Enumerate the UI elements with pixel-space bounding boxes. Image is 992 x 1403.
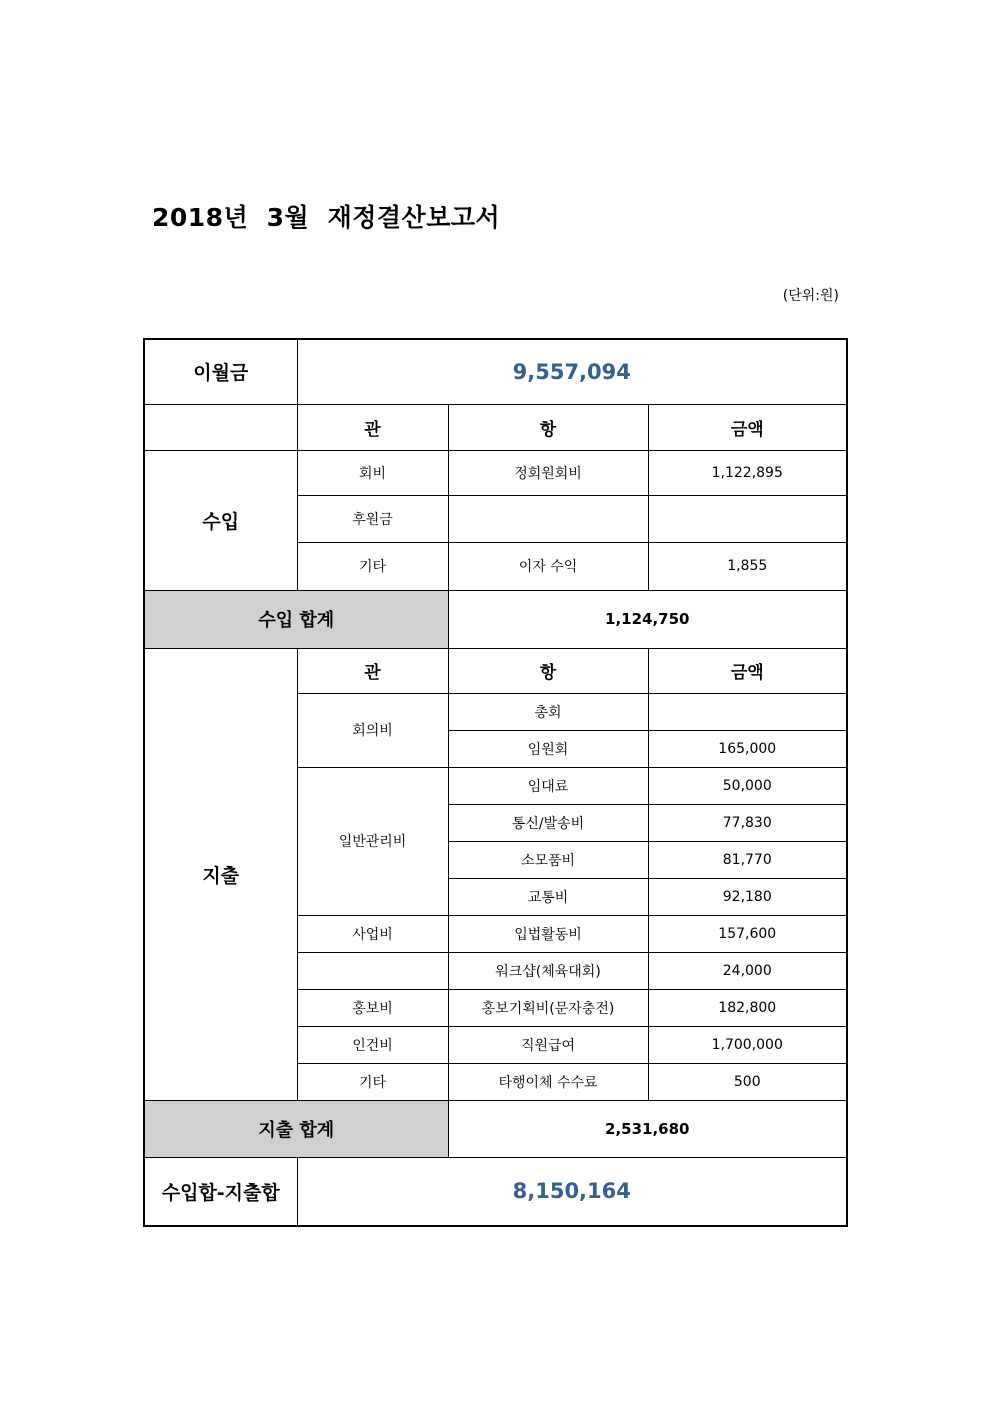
expense-hang: 타행이체 수수료 (448, 1063, 648, 1100)
income-header-gwan: 관 (297, 404, 448, 450)
expense-amount: 92,180 (648, 878, 847, 915)
expense-hang: 교통비 (448, 878, 648, 915)
expense-hang: 통신/발송비 (448, 804, 648, 841)
income-total-value: 1,124,750 (448, 590, 847, 648)
document-title: 2018년 3월 재정결산보고서 (152, 203, 501, 232)
balance-value: 8,150,164 (297, 1157, 847, 1226)
expense-gwan-blank (297, 952, 448, 989)
income-amount (648, 495, 847, 542)
expense-hang: 소모품비 (448, 841, 648, 878)
expense-amount: 500 (648, 1063, 847, 1100)
income-hang (448, 495, 648, 542)
financial-report-table (143, 338, 848, 1227)
expense-hang: 직원급여 (448, 1026, 648, 1063)
income-gwan: 후원금 (297, 495, 448, 542)
expense-section-label: 지출 (144, 648, 297, 1100)
unit-note: (단위:원) (782, 288, 839, 304)
expense-header-amount: 금액 (648, 648, 847, 693)
expense-hang: 홍보기획비(문자충전) (448, 989, 648, 1026)
expense-amount: 24,000 (648, 952, 847, 989)
expense-header-gwan: 관 (297, 648, 448, 693)
carryover-value: 9,557,094 (297, 339, 847, 404)
expense-total-row (144, 1100, 847, 1157)
expense-total-value: 2,531,680 (448, 1100, 847, 1157)
income-header-hang: 항 (448, 404, 648, 450)
expense-gwan-general-admin: 일반관리비 (297, 767, 448, 915)
income-header-row (144, 404, 847, 450)
expense-amount: 157,600 (648, 915, 847, 952)
income-section-label: 수입 (144, 450, 297, 590)
balance-row (144, 1157, 847, 1226)
expense-header-hang: 항 (448, 648, 648, 693)
income-gwan: 회비 (297, 450, 448, 495)
carryover-label: 이월금 (144, 339, 297, 404)
expense-amount: 1,700,000 (648, 1026, 847, 1063)
carryover-row (144, 339, 847, 404)
income-header-amount: 금액 (648, 404, 847, 450)
expense-amount: 50,000 (648, 767, 847, 804)
income-total-row (144, 590, 847, 648)
income-amount: 1,855 (648, 542, 847, 590)
income-header-blank (144, 404, 297, 450)
expense-amount: 182,800 (648, 989, 847, 1026)
expense-gwan-meeting: 회의비 (297, 693, 448, 767)
expense-hang: 워크샵(체육대회) (448, 952, 648, 989)
expense-total-label: 지출 합계 (144, 1100, 448, 1157)
expense-hang: 입법활동비 (448, 915, 648, 952)
expense-header-row (144, 648, 847, 693)
expense-gwan-other: 기타 (297, 1063, 448, 1100)
expense-hang: 임원회 (448, 730, 648, 767)
balance-label: 수입합-지출합 (144, 1157, 297, 1226)
expense-amount: 165,000 (648, 730, 847, 767)
expense-hang: 임대료 (448, 767, 648, 804)
income-row (144, 450, 847, 495)
expense-gwan-business: 사업비 (297, 915, 448, 952)
expense-amount (648, 693, 847, 730)
income-hang: 이자 수익 (448, 542, 648, 590)
expense-amount: 81,770 (648, 841, 847, 878)
expense-amount: 77,830 (648, 804, 847, 841)
income-amount: 1,122,895 (648, 450, 847, 495)
income-total-label: 수입 합계 (144, 590, 448, 648)
expense-gwan-personnel: 인건비 (297, 1026, 448, 1063)
income-gwan: 기타 (297, 542, 448, 590)
income-hang: 정회원회비 (448, 450, 648, 495)
expense-gwan-pr: 홍보비 (297, 989, 448, 1026)
expense-hang: 총회 (448, 693, 648, 730)
